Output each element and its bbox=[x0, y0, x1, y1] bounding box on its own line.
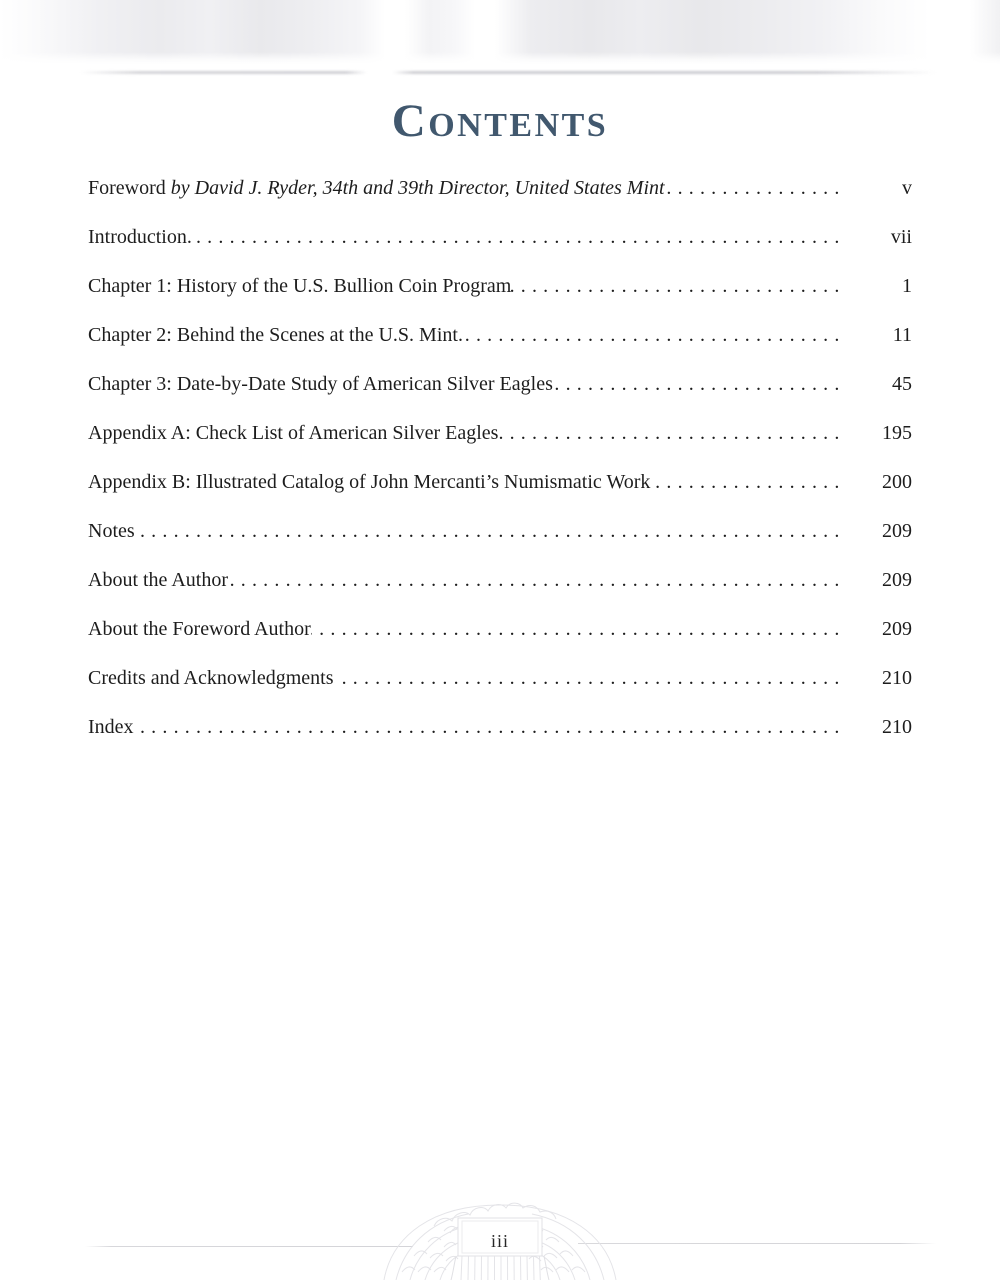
dot-leader bbox=[503, 422, 844, 445]
page-title-initial: C bbox=[391, 95, 429, 147]
dot-leader bbox=[228, 569, 844, 592]
toc-entry bbox=[88, 373, 912, 422]
toc-entry-page-number: 200 bbox=[882, 471, 912, 493]
dot-leader bbox=[192, 226, 844, 249]
page-title bbox=[0, 94, 1000, 159]
toc-entry-page-number: vii bbox=[890, 226, 912, 248]
toc-entry-label: Appendix B: Illustrated Catalog of John Mercanti’s Numismatic Work bbox=[88, 471, 651, 493]
page-number: iii bbox=[490, 1231, 509, 1251]
toc-entry bbox=[88, 275, 912, 324]
dot-leader bbox=[135, 520, 844, 543]
toc-entry-page-number: 210 bbox=[882, 716, 912, 738]
toc-entry-page-number: 195 bbox=[882, 422, 912, 444]
toc-entry-label: About the Author bbox=[88, 569, 228, 591]
dot-leader bbox=[463, 324, 844, 347]
toc-entry-page-number: 209 bbox=[882, 569, 912, 591]
top-band-shadow-line bbox=[80, 71, 936, 74]
toc-entry-label: Foreword by David J. Ryder, 34th and 39th Director, United States Mint bbox=[88, 177, 665, 199]
dot-leader bbox=[553, 373, 844, 396]
toc-entry-label: Introduction. bbox=[88, 226, 192, 248]
toc-entry-label: Index bbox=[88, 716, 134, 738]
toc-entry bbox=[88, 716, 912, 765]
dot-leader bbox=[511, 275, 844, 298]
dot-leader bbox=[665, 177, 844, 200]
toc-entry bbox=[88, 569, 912, 618]
toc-entry-page-number: 210 bbox=[882, 667, 912, 689]
toc-entry-page-number: v bbox=[902, 177, 912, 199]
toc-entry-page-number: 1 bbox=[902, 275, 912, 297]
toc-entry bbox=[88, 226, 912, 275]
toc-entry-label: Appendix A: Check List of American Silver Eagles. bbox=[88, 422, 504, 444]
toc-entry bbox=[88, 324, 912, 373]
toc-entry bbox=[88, 422, 912, 471]
toc-entry bbox=[88, 618, 912, 667]
toc-entry-label: Chapter 1: History of the U.S. Bullion Coin Program bbox=[88, 275, 512, 297]
dot-leader bbox=[650, 471, 844, 494]
toc-entry-label: Chapter 2: Behind the Scenes at the U.S. Mint. bbox=[88, 324, 463, 346]
dot-leader bbox=[311, 618, 844, 641]
toc-entry bbox=[88, 471, 912, 520]
top-gradient-band bbox=[0, 0, 1000, 64]
toc-entry-label: Chapter 3: Date-by-Date Study of American Silver Eagles bbox=[88, 373, 553, 395]
toc-entry-label: Credits and Acknowledgments bbox=[88, 667, 334, 689]
toc-entry-label: Notes bbox=[88, 520, 135, 542]
toc-entry-label: About the Foreword Author bbox=[88, 618, 311, 640]
toc-entry-page-number: 209 bbox=[882, 618, 912, 640]
toc-entry-page-number: 11 bbox=[892, 324, 912, 346]
toc-entry bbox=[88, 177, 912, 226]
dot-leader bbox=[134, 716, 844, 739]
toc-entry bbox=[88, 520, 912, 569]
toc-entry bbox=[88, 667, 912, 716]
toc-entry-page-number: 209 bbox=[882, 520, 912, 542]
dot-leader bbox=[334, 667, 844, 690]
page-title-rest: ONTENTS bbox=[428, 107, 609, 144]
table-of-contents bbox=[88, 177, 912, 765]
toc-entry-page-number: 45 bbox=[892, 373, 912, 395]
